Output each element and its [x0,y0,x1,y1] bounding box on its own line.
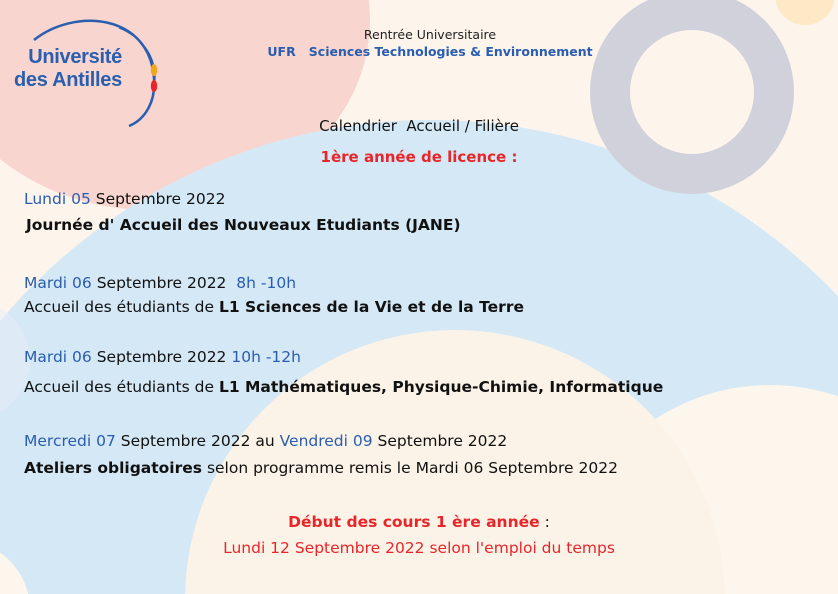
event-1-day: Lundi 05 [24,190,91,208]
event-3-date-rest: Septembre 2022 [91,348,232,366]
event-3-time: 10h -12h [231,348,301,366]
logo-line-1: Université [28,46,122,68]
header-line-1: Rentrée Universitaire [363,27,497,42]
event-4-day-start: Mercredi 07 [24,432,116,450]
logo-line-2: des Antilles [14,69,122,91]
event-4-date [24,432,507,450]
header-ufr [230,43,630,61]
event-4-desc [24,459,618,477]
footer-date: Lundi 12 Septembre 2022 selon l'emploi du temps [223,539,615,557]
event-2-date-rest: Septembre 2022 [91,274,237,292]
event-2-time: 8h -10h [236,274,297,292]
footer-title: Début des cours 1 ère année [288,513,540,531]
event-2-day: Mardi 06 [24,274,92,292]
event-4-end-rest: Septembre 2022 [372,432,508,450]
event-1-date [24,190,225,208]
logo-text [14,46,122,92]
event-1-title: Journée d' Accueil des Nouveaux Etudiants (JANE) [26,216,461,234]
footer-colon: : [539,513,550,531]
ufr-code: UFR [267,44,296,59]
event-3-program: L1 Mathématiques, Physique-Chimie, Informatique [218,378,664,396]
event-3-day: Mardi 06 [24,348,92,366]
event-3-desc [24,378,663,396]
event-2-prefix: Accueil des étudiants de [24,298,219,316]
event-2-desc [24,298,524,316]
ufr-name: Sciences Technologies & Environnement [308,44,593,59]
header [230,27,630,61]
calendar-title: Calendrier Accueil / Filière [319,117,519,135]
event-4-mid: Septembre 2022 au [115,432,280,450]
footer-title-line [0,513,838,531]
event-1-date-rest: Septembre 2022 [90,190,226,208]
event-2-date [24,274,296,292]
event-4-day-end: Vendredi 09 [279,432,373,450]
level-title: 1ère année de licence : [320,148,518,166]
event-4-rest: selon programme remis le Mardi 06 Septembre 2022 [202,459,618,477]
event-3-date [24,348,301,366]
event-3-prefix: Accueil des étudiants de [24,378,219,396]
event-4-bold: Ateliers obligatoires [24,459,203,477]
event-2-program: L1 Sciences de la Vie et de la Terre [218,298,524,316]
